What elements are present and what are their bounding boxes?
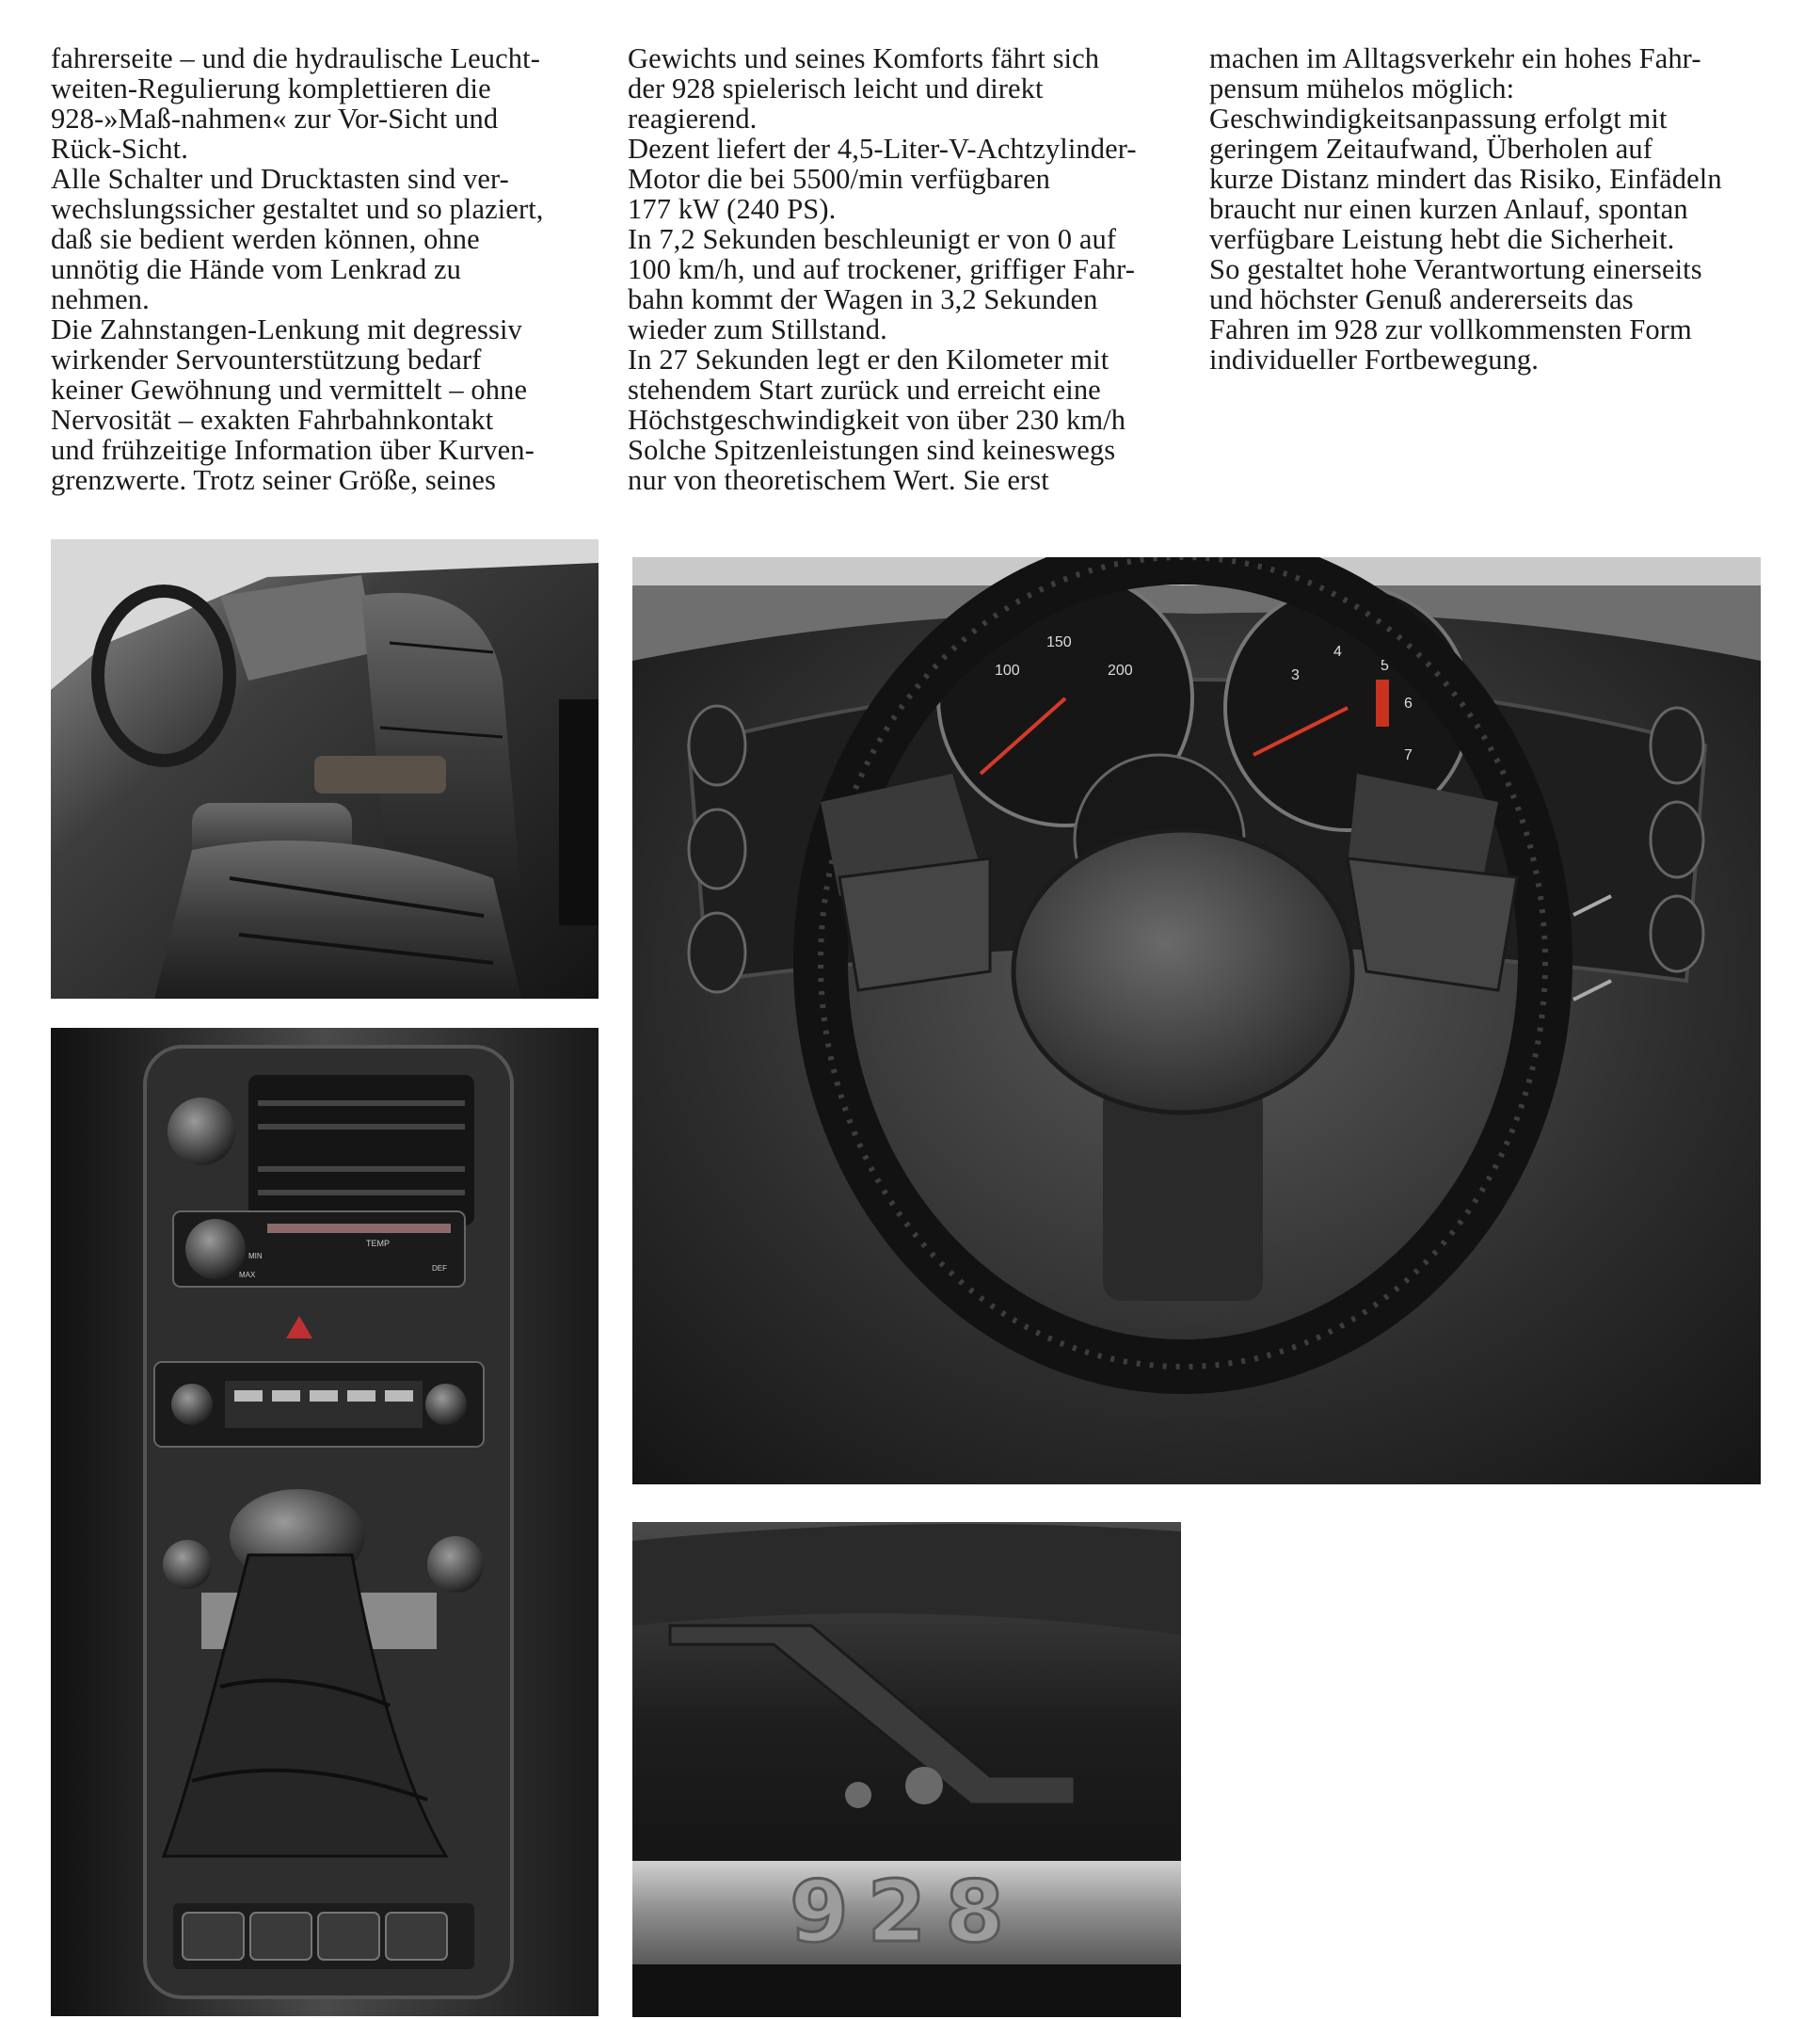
tacho-tick-label: 5: [1381, 658, 1389, 674]
text-line: 177 kW (240 PS).: [628, 193, 837, 225]
text-line: In 7,2 Sekunden beschleunigt er von 0 auf: [628, 223, 1117, 255]
text-line: pensum mühelos möglich:: [1209, 72, 1515, 104]
tacho-tick-label: 7: [1404, 747, 1413, 763]
text-line: kurze Distanz mindert das Risiko, Einfädeln: [1209, 163, 1722, 195]
text-line: grenzwerte. Trotz seiner Größe, seines: [51, 464, 497, 496]
text-line: Die Zahnstangen-Lenkung mit degressiv: [51, 313, 522, 345]
tacho-tick-label: 4: [1333, 644, 1342, 660]
text-line: Nervosität – exakten Fahrbahnkontakt: [51, 404, 494, 436]
text-line: der 928 spielerisch leicht und direkt: [628, 72, 1044, 104]
tacho-tick-label: 3: [1291, 667, 1300, 683]
text-line: unnötig die Hände vom Lenkrad zu: [51, 253, 462, 285]
text-line: Dezent liefert der 4,5-Liter-V-Achtzylinder-: [628, 133, 1137, 165]
text-line: stehendem Start zurück und erreicht eine: [628, 374, 1101, 406]
text-line: geringem Zeitaufwand, Überholen auf: [1209, 133, 1652, 165]
text-line: Geschwindigkeitsanpassung erfolgt mit: [1209, 103, 1668, 135]
text-line: bahn kommt der Wagen in 3,2 Sekunden: [628, 283, 1098, 315]
text-line: 928-»Maß-nahmen« zur Vor-Sicht und: [51, 103, 499, 135]
text-line: wirkender Servounterstützung bedarf: [51, 344, 482, 376]
text-line: Gewichts und seines Komforts fährt sich: [628, 42, 1100, 74]
text-line: Höchstgeschwindigkeit von über 230 km/h: [628, 404, 1126, 436]
text-line: wechslungssicher gestaltet und so plaziert,: [51, 193, 544, 225]
text-line: braucht nur einen kurzen Anlauf, spontan: [1209, 193, 1688, 225]
text-column-1: [51, 43, 615, 495]
text-line: So gestaltet hohe Verantwortung einerseits: [1209, 253, 1702, 285]
tacho-tick-label: 6: [1404, 696, 1413, 712]
text-line: verfügbare Leistung hebt die Sicherheit.: [1209, 223, 1675, 255]
text-line: und höchster Genuß andererseits das: [1209, 283, 1634, 315]
speedo-tick-label: 100: [995, 663, 1020, 679]
def-label: DEF: [432, 1264, 447, 1273]
text-line: keiner Gewöhnung und vermittelt – ohne: [51, 374, 528, 406]
door-sill-photo: [632, 1522, 1181, 2017]
text-line: individueller Fortbewegung.: [1209, 344, 1539, 376]
text-column-2: [628, 43, 1202, 495]
text-line: Fahren im 928 zur vollkommensten Form: [1209, 313, 1692, 345]
text-line: 100 km/h, und auf trockener, griffiger Fahr-: [628, 253, 1135, 285]
text-line: Solche Spitzenleistungen sind keineswegs: [628, 434, 1116, 466]
speedo-tick-label: 200: [1108, 663, 1133, 679]
text-line: Motor die bei 5500/min verfügbaren: [628, 163, 1050, 195]
text-line: nehmen.: [51, 283, 150, 315]
center-console-photo: [51, 1028, 599, 2016]
text-line: wieder zum Stillstand.: [628, 313, 887, 345]
text-line: und frühzeitige Information über Kurven-: [51, 434, 535, 466]
text-column-3: [1209, 43, 1793, 375]
928-badge-text: 928: [790, 1863, 1023, 1962]
temp-label: TEMP: [366, 1239, 391, 1248]
text-line: weiten-Regulierung komplettieren die: [51, 72, 491, 104]
text-line: Alle Schalter und Drucktasten sind ver-: [51, 163, 509, 195]
text-line: nur von theoretischem Wert. Sie erst: [628, 464, 1049, 496]
text-line: machen im Alltagsverkehr ein hohes Fahr-: [1209, 42, 1701, 74]
text-line: reagierend.: [628, 103, 758, 135]
text-line: In 27 Sekunden legt er den Kilometer mit: [628, 344, 1110, 376]
text-line: daß sie bedient werden können, ohne: [51, 223, 480, 255]
interior-seats-photo: [51, 539, 599, 999]
steering-wheel-photo: [632, 557, 1761, 1484]
min-label: MIN: [248, 1252, 263, 1260]
speedo-tick-label: 150: [1046, 634, 1072, 650]
text-line: Rück-Sicht.: [51, 133, 188, 165]
text-line: fahrerseite – und die hydraulische Leucht-: [51, 42, 540, 74]
max-label: MAX: [239, 1271, 256, 1279]
